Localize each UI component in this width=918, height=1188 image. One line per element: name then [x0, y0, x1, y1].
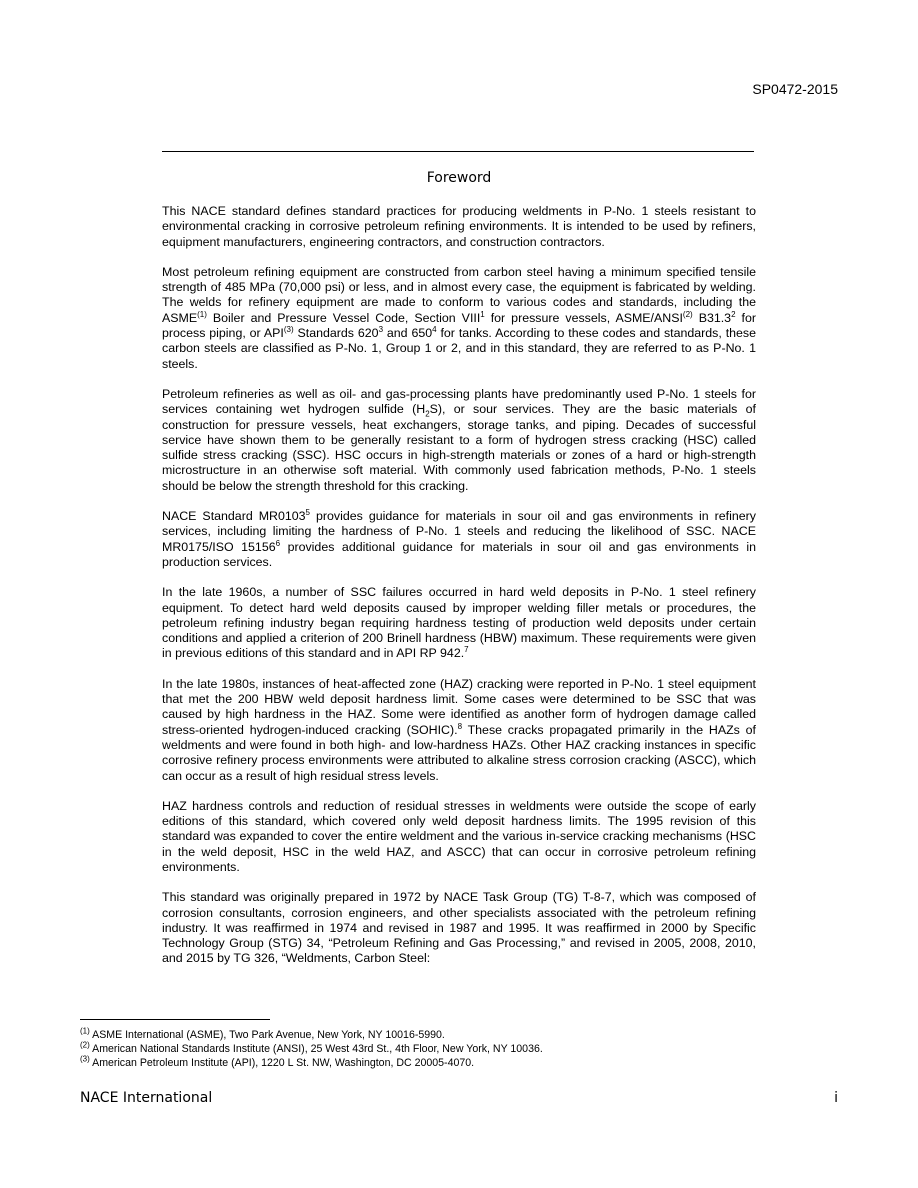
reference-marker: 2: [731, 309, 736, 319]
text-run: NACE Standard MR0103: [162, 509, 306, 524]
section-title: Foreword: [426, 170, 492, 186]
text-run: Petroleum refineries as well as oil- and gas-processing plants have predominantly used P-No. 1 steels for services containing wet hydrogen sulfide (H: [162, 386, 756, 417]
footnote-text: ASME International (ASME), Two Park Avenue, New York, NY 10016-5990.: [89, 1029, 445, 1041]
text-run: In the late 1960s, a number of SSC failures occurred in hard weld deposits in P-No. 1 steel refinery equipment. To detect hard weld deposits caused by improper welding filler metals or procedures, the petroleum refining industry began requiring hardness testing of production weld deposits under certain conditions and applied a criterion of 200 Brinell hardness (HBW) maximum. These requirements were given in previous editions of this standard and in API RP 942.: [162, 585, 756, 661]
reference-marker: 7: [464, 645, 469, 655]
paragraph: [162, 585, 756, 661]
footnote: [80, 1042, 840, 1056]
footnote: [80, 1028, 840, 1042]
reference-marker: 6: [275, 538, 281, 548]
text-run: for tanks. According to these codes and standards, these carbon steels are classified as P-No. 1, Group 1 or 2, and in this standard, they are referred to as P-No. 1 steels.: [162, 326, 757, 371]
header-rule: [162, 151, 754, 152]
footnote-marker: (3): [80, 1054, 90, 1064]
text-run: provides additional guidance for materials in sour oil and gas environments in production services.: [162, 539, 757, 569]
footer-page-number: i: [834, 1090, 838, 1106]
text-run: This NACE standard defines standard practices for producing weldments in P-No. 1 steels resistant to environmental cracking in corrosive petroleum refining environments. It is intended to be used by refiners, equipment manufacturers, engineering contractors, and construction contractors.: [162, 204, 756, 249]
footnotes: [80, 1028, 840, 1070]
footnote-text: American National Standards Institute (ANSI), 25 West 43rd St., 4th Floor, New York, NY 10036.: [89, 1043, 543, 1055]
paragraph: [162, 265, 756, 372]
paragraph: [162, 677, 756, 784]
reference-marker: 1: [480, 309, 485, 319]
footer-publisher: NACE International: [80, 1090, 213, 1106]
footnote: [80, 1056, 840, 1070]
paragraph: [162, 799, 756, 875]
text-run: for pressure vessels, ASME/ANSI: [484, 310, 683, 325]
reference-marker: (3): [283, 324, 294, 334]
text-run: In the late 1980s, instances of heat-affected zone (HAZ) cracking were reported in P-No. 1 steel equipment that met the 200 HBW weld deposit hardness limit. Some cases were determined to be SSC that was caused by high hardness in the HAZ. Some were identified as another form of hydrogen damage called stress-oriented hydrogen-induced cracking (SOHIC).: [162, 676, 756, 737]
text-run: This standard was originally prepared in 1972 by NACE Task Group (TG) T-8-7, which was composed of corrosion consultants, corrosion engineers, and other specialists associated with the petroleum refining industry. It was reaffirmed in 1974 and revised in 1987 and 1995. It was reaffirmed in 2000 by Specific Technology Group (STG) 34, “Petroleum Refining and Gas Processing,” and revised in 2005, 2008, 2010, and 2015 by TG 326, “Weldments, Carbon Steel:: [162, 890, 756, 966]
reference-marker: 5: [305, 507, 310, 517]
paragraph: [162, 387, 756, 494]
footnote-text: American Petroleum Institute (API), 1220 L St. NW, Washington, DC 20005-4070.: [89, 1057, 475, 1069]
text-run: B31.3: [692, 310, 732, 325]
text-run: HAZ hardness controls and reduction of residual stresses in weldments were outside the scope of early editions of this standard, which covered only weld deposit hardness limits. The 1995 revision of this standard was expanded to cover the entire weldment and the various in-service cracking mechanisms (HSC in the weld deposit, HSC in the weld HAZ, and ASCC) that can occur in corrosive petroleum refining environments.: [162, 798, 756, 874]
text-run: Boiler and Pressure Vessel Code, Section VIII: [206, 310, 481, 325]
reference-marker: 3: [378, 324, 384, 334]
reference-marker: 4: [432, 324, 437, 334]
text-run: Standards 620: [293, 326, 379, 341]
text-run: These cracks propagated primarily in the HAZs of weldments and were found in both high- and low-hardness HAZs. Other HAZ cracking instances in specific corrosive refinery process environments were attributed to alkaline stress corrosion cracking (ASCC), which can occur as a result of high residual stress levels.: [162, 722, 756, 783]
text-run: S), or sour services. They are the basic materials of construction for pressure vessels, heat exchangers, storage tanks, and piping. Decades of successful service have shown them to be generally resistant to a form of hydrogen stress cracking (HSC) called sulfide stress cracking (SSC). HSC occurs in high-strength materials or zones of a hard or high-strength microstructure in an otherwise soft material. With commonly used fabrication methods, P-No. 1 steels should be below the strength threshold for this cracking.: [162, 402, 756, 493]
footnote-marker: (2): [80, 1040, 90, 1050]
footnote-rule: [80, 1019, 270, 1020]
document-id: SP0472-2015: [752, 81, 838, 97]
text-run: and 650: [383, 326, 433, 341]
text-run: provides guidance for materials in sour oil and gas environments in refinery services, including limiting the hardness of P-No. 1 steels and reducing the likelihood of SSC. NACE MR0175/ISO 15156: [162, 509, 756, 554]
foreword-body: [162, 204, 756, 982]
reference-marker: (2): [682, 309, 693, 319]
reference-marker: 8: [457, 721, 463, 731]
reference-marker: (1): [197, 309, 207, 319]
paragraph: [162, 890, 756, 966]
paragraph: [162, 204, 756, 250]
paragraph: [162, 509, 756, 570]
text-run: Most petroleum refining equipment are constructed from carbon steel having a minimum specified tensile strength of 485 MPa (70,000 psi) or less, and in almost every case, the equipment is fabricated by welding. The welds for refinery equipment are made to conform to various codes and standards, including the ASME: [162, 264, 756, 325]
subscript: 2: [425, 409, 430, 419]
footnote-marker: (1): [80, 1026, 90, 1036]
text-run: for process piping, or API: [162, 310, 756, 341]
